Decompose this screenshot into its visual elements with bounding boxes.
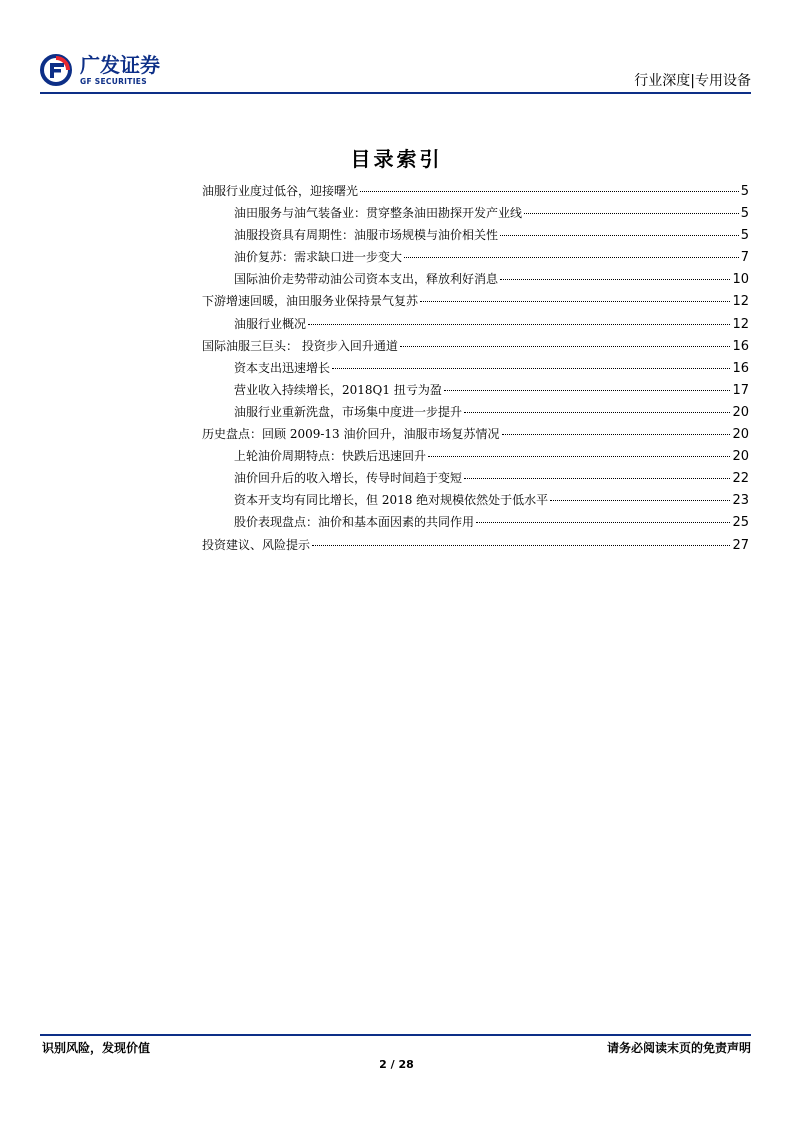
toc-entry[interactable] [202, 401, 749, 423]
toc-entry-page: 20 [732, 449, 749, 465]
toc-leader-dots [550, 500, 730, 501]
toc-leader-dots [524, 213, 739, 214]
toc-entry-page: 5 [740, 228, 749, 244]
page-number: 2 / 28 [379, 1058, 414, 1071]
toc-title: 目录索引 [350, 147, 443, 171]
gf-logo-icon [40, 54, 74, 86]
footer-divider [40, 1034, 751, 1036]
toc-entry[interactable] [202, 423, 749, 445]
toc-leader-dots [444, 390, 731, 391]
toc-entry-text: 股价表现盘点：油价和基本面因素的共同作用 [234, 515, 475, 530]
toc-entry-text: 油服行业概况 [234, 316, 307, 331]
toc-entry-page: 12 [732, 316, 749, 332]
toc-leader-dots [500, 279, 730, 280]
toc-entry-text: 油田服务与油气装备业：贯穿整条油田勘探开发产业线 [234, 206, 523, 221]
toc-entry[interactable] [202, 180, 749, 202]
toc-entry-text: 油服投资具有周期性：油服市场规模与油价相关性 [234, 228, 499, 243]
toc-leader-dots [476, 522, 730, 523]
toc-entry-text: 资本支出迅速增长 [234, 360, 331, 375]
toc-entry-page: 20 [732, 404, 749, 420]
toc-entry-page: 20 [732, 427, 749, 443]
table-of-contents [202, 180, 749, 556]
toc-entry-page: 7 [740, 250, 749, 266]
toc-leader-dots [464, 412, 730, 413]
toc-leader-dots [464, 478, 730, 479]
toc-entry-page: 16 [732, 360, 749, 376]
toc-entry-text: 下游增速回暖，油田服务业保持景气复苏 [202, 294, 419, 309]
toc-leader-dots [308, 324, 730, 325]
toc-leader-dots [360, 191, 739, 192]
gf-securities-logo [40, 52, 180, 88]
toc-entry-page: 10 [732, 272, 749, 288]
toc-leader-dots [400, 346, 731, 347]
toc-leader-dots [332, 368, 730, 369]
toc-entry-page: 12 [732, 294, 749, 310]
footer-slogan: 识别风险，发现价值 [42, 1041, 151, 1055]
toc-entry-page: 22 [732, 471, 749, 487]
toc-entry[interactable] [202, 379, 749, 401]
header-divider [40, 92, 751, 94]
toc-entry-page: 27 [732, 537, 749, 553]
toc-entry-text: 油服行业度过低谷，迎接曙光 [202, 184, 359, 198]
toc-entry-page: 23 [732, 493, 749, 509]
toc-entry[interactable] [202, 534, 749, 556]
toc-entry[interactable] [202, 246, 749, 268]
toc-entry-text: 营业收入持续增长，2018Q1 扭亏为盈 [234, 382, 442, 397]
toc-entry-page: 17 [732, 382, 749, 398]
toc-entry[interactable] [202, 290, 749, 312]
toc-leader-dots [312, 545, 730, 546]
toc-entry-page: 5 [740, 206, 749, 222]
toc-entry-text: 投资建议、风险提示 [202, 537, 311, 552]
logo-english-text: GF SECURITIES [80, 77, 147, 86]
toc-leader-dots [420, 301, 730, 302]
toc-entry-page: 25 [732, 515, 749, 531]
toc-entry-text: 历史盘点：回顾 2009-13 油价回升，油服市场复苏情况 [202, 427, 500, 442]
toc-entry-page: 5 [740, 184, 749, 199]
toc-entry-text: 油价复苏：需求缺口进一步变大 [234, 250, 403, 265]
toc-entry-text: 油服行业重新洗盘，市场集中度进一步提升 [234, 404, 463, 419]
toc-entry[interactable] [202, 313, 749, 335]
toc-entry[interactable] [202, 202, 749, 224]
toc-entry[interactable] [202, 445, 749, 467]
toc-entry-text: 国际油服三巨头： 投资步入回升通道 [202, 338, 398, 353]
page-header [40, 52, 751, 92]
report-category: 行业深度|专用设备 [634, 73, 751, 89]
toc-entry-page: 16 [732, 338, 749, 354]
toc-entry[interactable] [202, 335, 749, 357]
toc-entry[interactable] [202, 467, 749, 489]
toc-entry-text: 上轮油价周期特点：快跌后迅速回升 [234, 449, 427, 464]
toc-entry[interactable] [202, 268, 749, 290]
toc-leader-dots [500, 235, 739, 236]
toc-leader-dots [404, 257, 739, 258]
toc-leader-dots [502, 434, 731, 435]
toc-entry-text: 资本开支均有同比增长，但 2018 绝对规模依然处于低水平 [234, 493, 549, 508]
toc-entry[interactable] [202, 224, 749, 246]
toc-entry[interactable] [202, 489, 749, 511]
toc-leader-dots [428, 456, 730, 457]
toc-entry[interactable] [202, 511, 749, 533]
footer-disclaimer: 请务必阅读末页的免责声明 [606, 1041, 751, 1055]
toc-entry-text: 国际油价走势带动油公司资本支出，释放利好消息 [234, 272, 499, 287]
toc-entry-text: 油价回升后的收入增长，传导时间趋于变短 [234, 471, 463, 486]
toc-entry[interactable] [202, 357, 749, 379]
logo-chinese-text: 广发证券 [80, 53, 160, 77]
